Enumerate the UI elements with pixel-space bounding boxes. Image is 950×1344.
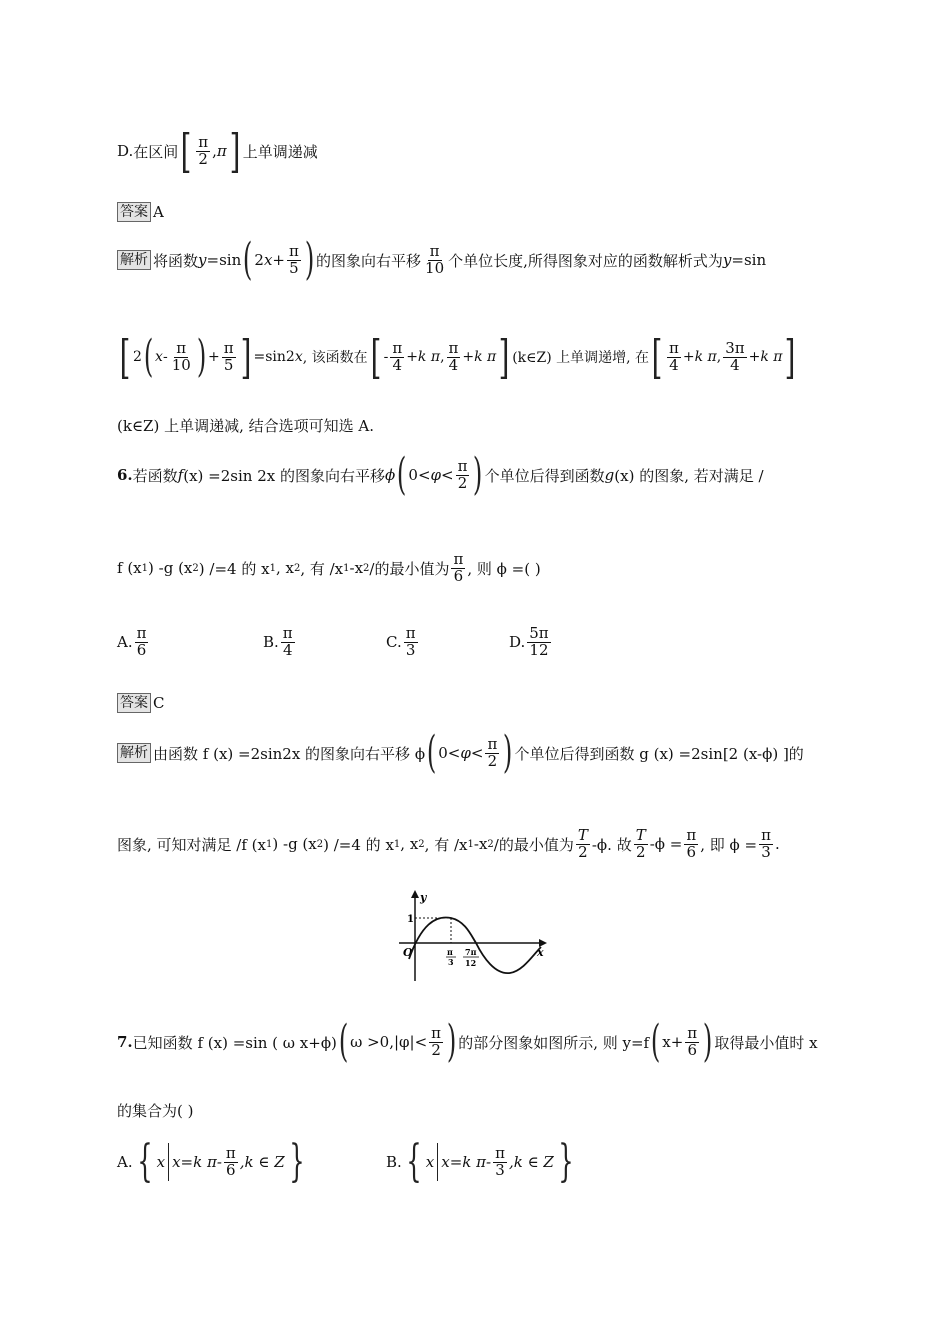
solution-tag: 解析 [117,250,151,270]
q7-option-b[interactable]: B. { x x=k π- $\frac{\pi}{3}$ ,k ∈ Z } [386,1136,574,1187]
y-tick-one: 1 [407,914,414,925]
left-bracket: [ [180,124,192,178]
fraction: $\frac{\pi}{6}$ [687,1023,698,1059]
fraction: $\frac{\pi}{6}$ [686,826,697,861]
origin-label: O [403,946,413,959]
x-tick-7pi-12-den: 12 [465,958,477,968]
fraction: $\frac{\pi}{6}$ [225,1143,236,1179]
solution-5-line-2: [ 2 ( x - $\frac{\pi}{10}$ ) + $\frac{\pi}{5}$ ] =sin2 x , 该函数在 [ - $\frac{\pi}{4}$ +k π , $\frac{\pi}{4}$ +k π ] (k∈Z) 上单调递增, 在 [ $\frac{\pi}{4}$ +k π , $\frac{3\pi}{4}$ +k π ] [119,330,796,384]
question-6-line-2: f (x 1 ) -g (x 2 ) /=4 的 x 1 , x 2 , 有 /x 1 -x 2 /的最小值为 $\frac{\pi}{6}$ , 则 ϕ =( ) [117,550,541,585]
fraction: $\frac{\pi}{5}$ [289,241,299,277]
question-7-line-1: 7. 已知函数 f (x) =sin ( ω x+ϕ) ( ω >0,|φ|< $\frac{\pi}{2}$ ) 的部分图象如图所示, 则 y=f ( x+ $\frac{\pi}{6}$ ) 取得最小值时 x [117,1016,818,1067]
q6-option-d[interactable] [509,626,553,659]
question-number: 7. [117,1033,133,1051]
fraction: $\frac{\pi}{10}$ [425,241,445,277]
q6-option-b[interactable] [263,626,297,659]
fraction: $\frac{T}{2}$ [577,826,588,861]
option-label: B. [386,1153,402,1171]
q6-option-c[interactable] [386,626,420,659]
solution-5-line-3: (k∈Z) 上单调递减, 结合选项可知选 A. [117,417,374,435]
fraction: $\frac{\pi}{3}$ [761,826,771,861]
question-6-line-1: 6. 若函数 f (x) =2sin 2x 的图象向右平移 ϕ ( 0< φ < $\frac{\pi}{2}$ ) 个单位后得到函数 g (x) 的图象, 若对满足 / [117,449,764,500]
y-axis-label: y [420,891,427,904]
fraction: $\frac{\pi}{4}$ [282,624,293,659]
x-tick-pi-3-den: 3 [448,957,454,967]
question-number: 6. [117,466,133,484]
fraction: $\frac{\pi}{3}$ [405,624,416,659]
fraction: $\frac{\pi}{6}$ [136,624,147,659]
fraction: $\frac{\pi}{2}$ [457,456,468,492]
answer-value: A [153,203,164,221]
fraction: $\frac{\pi}{6}$ [453,550,464,585]
fraction: $\frac{T}{2}$ [635,826,646,861]
fraction: $\frac{\pi}{2}$ [431,1023,442,1059]
fraction: $\frac{\pi}{4}$ [448,338,459,374]
option-d: D. 在区间 [ $\frac{\pi}{2}$ , π ] 上单调递减 [117,124,318,178]
option-label: A. [117,633,133,652]
x-tick-7pi-12-num: 7π [465,947,477,957]
option-label: D. [509,633,526,652]
sine-graph [395,885,555,985]
q7-option-a[interactable]: A. { x x=k π- $\frac{\pi}{6}$ ,k ∈ Z } [117,1136,305,1187]
option-label: B. [263,633,279,652]
q6-option-a[interactable] [117,626,150,659]
fraction: $\frac{\pi}{2}$ [487,734,498,770]
fraction: $\frac{\pi}{10}$ [171,338,191,374]
fraction: $\frac{5\pi}{12}$ [529,624,549,659]
fraction: $\frac{\pi}{3}$ [495,1143,505,1179]
answer-6 [117,693,164,713]
answer-value: C [153,694,165,712]
x-tick-pi-3-num: π [447,947,453,957]
fraction: $\frac{\pi}{4}$ [669,338,679,374]
option-label: D. [117,142,134,160]
y-axis-arrow [411,890,419,898]
answer-tag: 答案 [117,202,151,222]
solution-6-line-2: 图象, 可知对满足 /f (x 1 ) -g (x 2 ) /=4 的 x 1 , x 2 , 有 /x 1 -x 2 /的最小值为 $\frac{T}{2}$ -ϕ. 故 $\frac{T}{2}$ -ϕ = $\frac{\pi}{6}$ , 即 ϕ = $\frac{\pi}{3}$ . [117,826,780,861]
option-text: 上单调递减 [242,142,318,161]
right-bracket: ] [229,124,241,178]
fraction: $\frac{\pi}{2}$ [198,132,209,168]
solution-tag: 解析 [117,743,151,763]
solution-6-line-1: 解析 由函数 f (x) =2sin2x 的图象向右平移 ϕ ( 0< φ < $\frac{\pi}{2}$ ) 个单位后得到函数 g (x) =2sin[2 (x-ϕ) ]的 [117,733,804,773]
option-label: A. [117,1153,133,1171]
question-7-line-2: 的集合为( ) [117,1102,194,1120]
fraction: $\frac{3\pi}{4}$ [725,338,745,374]
answer-5 [117,202,164,222]
x-axis-label: x [537,946,544,959]
option-text: 在区间 [133,142,179,161]
answer-tag: 答案 [117,693,151,713]
fraction: $\frac{\pi}{5}$ [223,338,234,374]
option-label: C. [386,633,402,652]
solution-5-line-1: 解析 将函数 y =sin ( 2 x + $\frac{\pi}{5}$ ) 的图象向右平移 $\frac{\pi}{10}$ 个单位长度,所得图象对应的函数解析式为 y =sin [117,240,766,280]
fraction: $\frac{\pi}{4}$ [392,338,403,374]
